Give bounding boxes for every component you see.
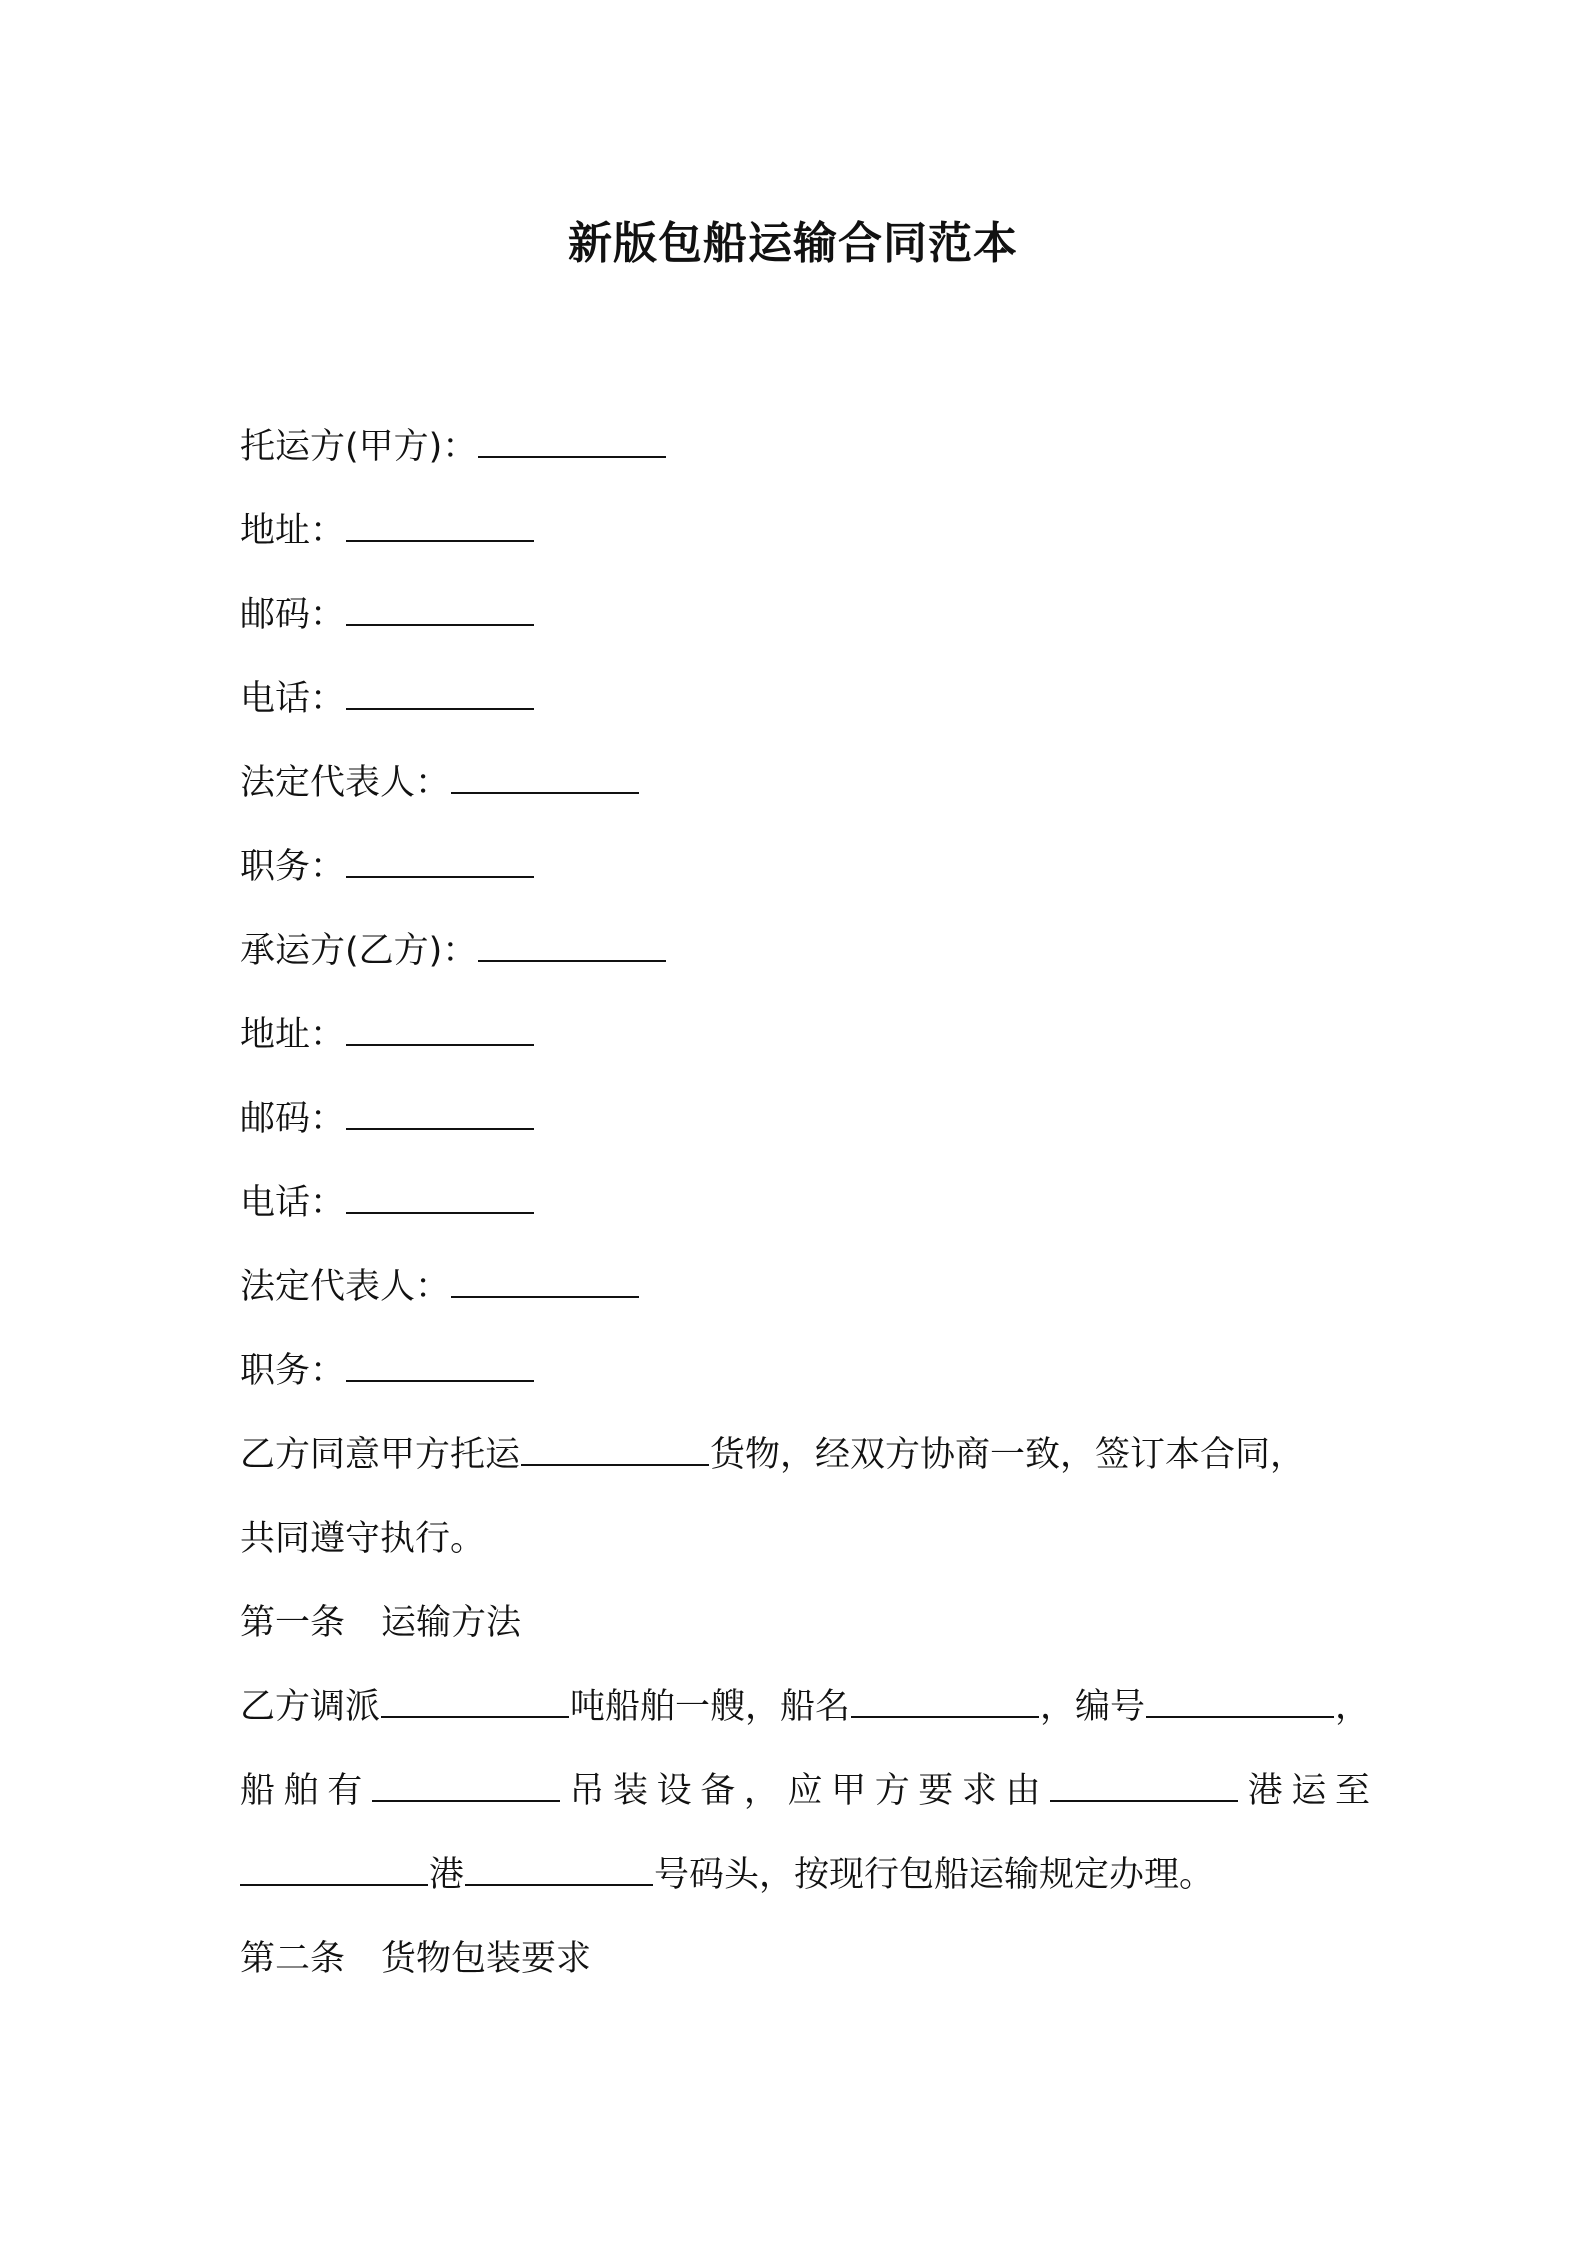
carrier-address-blank[interactable] [346,1014,534,1046]
carrier-position-blank[interactable] [346,1350,534,1382]
wharf-number-blank[interactable] [465,1854,653,1886]
article-1-text-e: 船舶有 [240,1771,371,1811]
shipper-legal-rep-blank[interactable] [451,762,639,794]
article-1-line-1 [240,1665,1370,1749]
shipper-postcode-line [240,573,1370,657]
article-1-heading [240,1581,1370,1665]
carrier-phone-blank[interactable] [346,1182,534,1214]
shipper-postcode-label: 邮码： [240,595,346,635]
carrier-label: 承运方(乙方)： [240,931,478,971]
ship-number-blank[interactable] [1146,1686,1334,1718]
article-1-text-d: ， [1335,1687,1371,1727]
article-1-text-a: 乙方调派 [240,1687,381,1727]
carrier-legal-rep-line [240,1245,1370,1329]
destination-port-blank[interactable] [240,1854,428,1886]
ship-name-blank[interactable] [851,1686,1039,1718]
shipper-address-label: 地址： [240,511,346,551]
carrier-position-line [240,1329,1370,1413]
origin-port-blank[interactable] [1050,1770,1238,1802]
carrier-phone-line [240,1161,1370,1245]
preamble-text-3: 共同遵守执行。 [240,1519,486,1559]
shipper-position-line [240,825,1370,909]
carrier-postcode-label: 邮码： [240,1099,346,1139]
goods-blank[interactable] [521,1434,709,1466]
carrier-address-line [240,993,1370,1077]
contract-body [240,405,1370,2001]
carrier-legal-rep-blank[interactable] [451,1266,639,1298]
article-1-line-3 [240,1833,1370,1917]
carrier-phone-label: 电话： [240,1183,346,1223]
carrier-postcode-line [240,1077,1370,1161]
article-2-number: 第二条 [240,1939,346,1979]
article-1-number: 第一条 [240,1603,346,1643]
carrier-postcode-blank[interactable] [346,1098,534,1130]
carrier-name-blank[interactable] [478,930,666,962]
article-1-line-2 [240,1749,1370,1833]
article-1-text-f: 吊装设备，应甲方要求由 [560,1771,1050,1811]
shipper-position-label: 职务： [240,847,346,887]
preamble-line-1 [240,1413,1370,1497]
shipper-address-line [240,489,1370,573]
article-1-text-c: ，编号 [1040,1687,1146,1727]
preamble-line-2 [240,1497,1370,1581]
shipper-position-blank[interactable] [346,846,534,878]
shipper-legal-rep-line [240,741,1370,825]
shipper-postcode-blank[interactable] [346,594,534,626]
preamble-text-1: 乙方同意甲方托运 [240,1435,521,1475]
article-1-text-b: 吨船舶一艘，船名 [570,1687,851,1727]
shipper-label: 托运方(甲方)： [240,427,478,467]
lifting-equipment-blank[interactable] [372,1770,560,1802]
article-1-text-i: 号码头，按现行包船运输规定办理。 [654,1855,1215,1895]
shipper-name-line [240,405,1370,489]
carrier-address-label: 地址： [240,1015,346,1055]
shipper-name-blank[interactable] [478,426,666,458]
document-title: 新版包船运输合同范本 [568,218,1018,269]
article-1-text-h: 港 [429,1855,465,1895]
article-2-heading [240,1917,1370,2001]
carrier-name-line [240,909,1370,993]
shipper-legal-rep-label: 法定代表人： [240,763,451,803]
shipper-phone-label: 电话： [240,679,346,719]
shipper-phone-blank[interactable] [346,678,534,710]
article-2-title: 货物包装要求 [381,1939,592,1979]
tonnage-blank[interactable] [381,1686,569,1718]
article-1-title: 运输方法 [381,1603,522,1643]
article-1-text-g: 港运至 [1239,1771,1370,1811]
carrier-legal-rep-label: 法定代表人： [240,1267,451,1307]
preamble-text-2: 货物，经双方协商一致，签订本合同， [710,1435,1306,1475]
shipper-address-blank[interactable] [346,510,534,542]
carrier-position-label: 职务： [240,1351,346,1391]
shipper-phone-line [240,657,1370,741]
